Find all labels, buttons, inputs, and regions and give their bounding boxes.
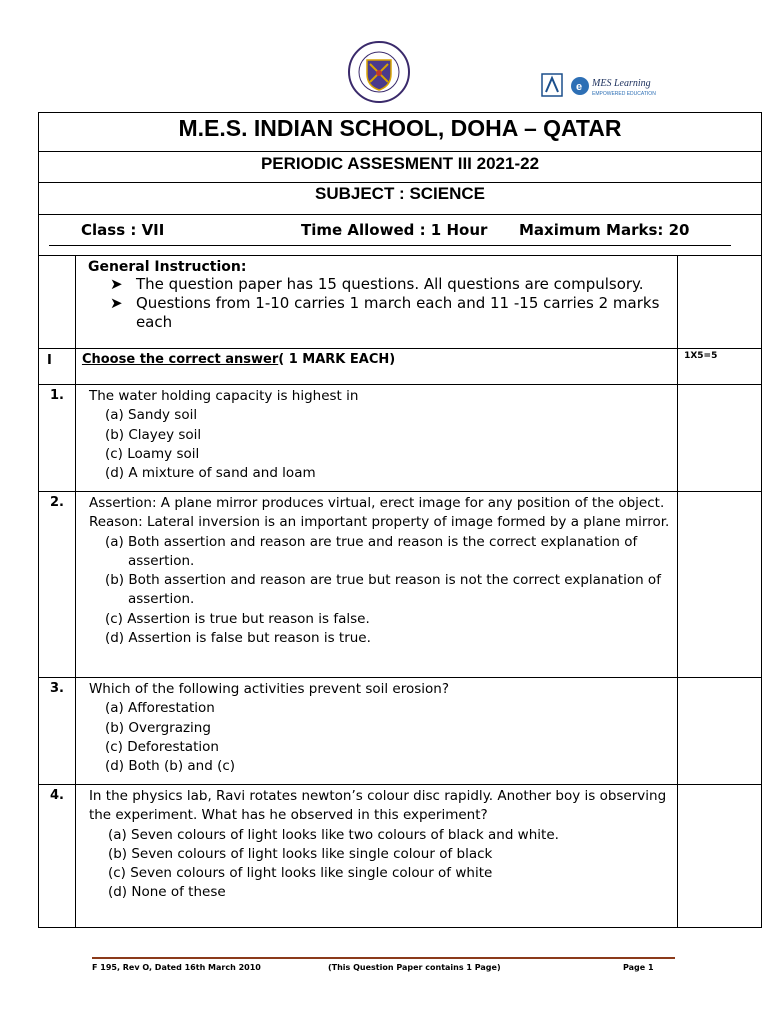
question-number: 3. <box>39 678 76 785</box>
question-3 <box>75 678 677 785</box>
question-number: 2. <box>39 492 76 678</box>
exam-title: PERIODIC ASSESMENT III 2021-22 <box>39 152 762 183</box>
footer-page-number: Page 1 <box>623 963 654 972</box>
class-label: Class : VII <box>81 221 165 239</box>
time-allowed: Time Allowed : 1 Hour <box>301 221 488 239</box>
maximum-marks: Maximum Marks: 20 <box>519 221 690 239</box>
option: (d) Both (b) and (c) <box>104 758 236 775</box>
question-number: 4. <box>39 785 76 928</box>
divider <box>49 245 731 246</box>
svg-text:MES Learning: MES Learning <box>592 78 651 89</box>
subject-title: SUBJECT : SCIENCE <box>39 183 762 215</box>
option: (b) Both assertion and reason are true but reason is not the correct explanation of assertion. <box>104 572 661 608</box>
section-marks: 1X5=5 <box>678 349 762 385</box>
footer-divider <box>92 957 675 959</box>
section-title: Choose the correct answer <box>81 352 279 367</box>
question-number: 1. <box>39 385 76 492</box>
instruction-item: ➤ The question paper has 15 questions. All questions are compulsory. <box>109 275 644 293</box>
footer-form-ref: F 195, Rev O, Dated 16th March 2010 <box>92 963 261 972</box>
option: (a) Seven colours of light looks like two colours of black and white. <box>107 826 559 843</box>
question-text: Assertion: A plane mirror produces virtual, erect image for any position of the object. <box>88 495 665 511</box>
question-text: The water holding capacity is highest in <box>88 388 359 404</box>
option: (a) Both assertion and reason are true and reason is the correct explanation of assertion. <box>104 533 638 569</box>
question-text-reason: Reason: Lateral inversion is an important property of image formed by a plane mirror. <box>88 514 670 531</box>
option: (c) Seven colours of light looks like single colour of white <box>107 865 493 882</box>
option: (d) None of these <box>107 884 226 901</box>
school-title: M.E.S. INDIAN SCHOOL, DOHA – QATAR <box>39 113 762 152</box>
option: (b) Clayey soil <box>104 426 202 443</box>
question-text: Which of the following activities prevent soil erosion? <box>88 681 449 697</box>
section-heading <box>75 349 677 385</box>
school-logo <box>344 40 414 104</box>
question-2 <box>75 492 677 678</box>
question-text: In the physics lab, Ravi rotates newton’s colour disc rapidly. Another boy is observing the experiment. What has he observed in this experiment? <box>88 788 667 824</box>
section-number: I <box>39 349 76 385</box>
footer-page-count: (This Question Paper contains 1 Page) <box>328 963 501 972</box>
general-instructions <box>75 256 677 349</box>
emes-learning-logo <box>540 72 664 100</box>
arrow-bullet-icon: ➤ <box>109 275 123 293</box>
option: (d) A mixture of sand and loam <box>104 465 316 482</box>
option: (c) Deforestation <box>104 738 219 755</box>
question-1 <box>75 385 677 492</box>
svg-text:EMPOWERED EDUCATION: EMPOWERED EDUCATION <box>592 91 656 97</box>
arrow-bullet-icon: ➤ <box>109 294 123 312</box>
option: (b) Seven colours of light looks like single colour of black <box>107 845 493 862</box>
instruction-item: ➤ Questions from 1-10 carries 1 march each and 11 -15 carries 2 marks each <box>109 294 660 331</box>
question-4 <box>75 785 677 928</box>
option: (d) Assertion is false but reason is true. <box>104 630 371 647</box>
option: (b) Overgrazing <box>104 719 211 736</box>
option: (c) Assertion is true but reason is false. <box>104 610 370 627</box>
svg-text:e: e <box>576 81 583 93</box>
instructions-title: General Instruction: <box>87 259 247 275</box>
class-info-row <box>39 215 762 256</box>
option: (c) Loamy soil <box>104 445 200 462</box>
option: (a) Sandy soil <box>104 407 198 424</box>
section-title-suffix: ( 1 MARK EACH) <box>278 352 396 367</box>
question-paper-table <box>38 112 762 928</box>
option: (a) Afforestation <box>104 700 215 717</box>
